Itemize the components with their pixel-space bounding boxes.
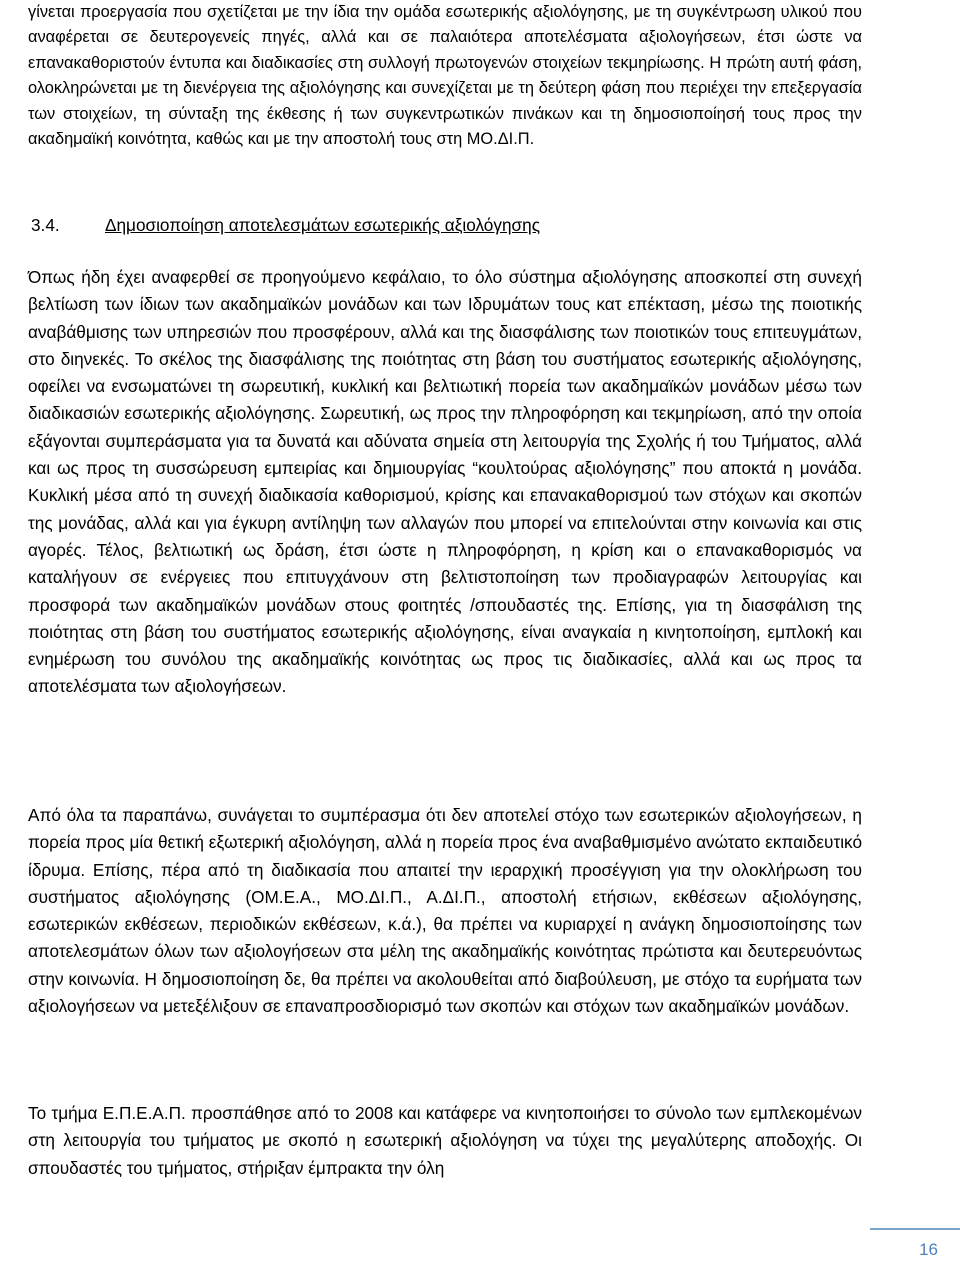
section-number: 3.4. [31, 215, 60, 235]
intro-paragraph: γίνεται προεργασία που σχετίζεται με την ίδια την ομάδα εσωτερικής αξιολόγησης, με τη συγκέντρωση υλικού που αναφέρεται σε δευτερογενείς πηγές, αλλά και σε παλαιότερα αποτελέσματα αξιολογήσεων, έτσι ώστε να επανακαθοριστούν έντυπα και διαδικασίες στη συλλογή πρωτογενών στοιχείων τεκμηρίωσης. Η πρώτη αυτή φάση, ολοκληρώνεται με τη διενέργεια της αξιολόγησης και συνεχίζεται με τη δεύτερη φάση που περιέχει την επεξεργασία των στοιχείων, τη σύνταξη της έκθεσης ή των συγκεντρωτικών πινάκων και τη δημοσιοποίησή τους προς την ακαδημαϊκή κοινότητα, καθώς και με την αποστολή τους στη ΜΟ.ΔΙ.Π. [28, 3, 862, 149]
body-paragraph-3: Το τμήμα Ε.Π.Ε.Α.Π. προσπάθησε από το 2008 και κατάφερε να κινητοποιήσει το σύνολο των εμπλεκομένων στη λειτουργία του τμήματος με σκοπό η εσωτερική αξιολόγηση να τύχει της μεγαλύτερης αποδοχής. Οι σπουδαστές του τμήματος, στήριξαν έμπρακτα την όλη [28, 1103, 862, 1178]
page-number: 16 [919, 1240, 938, 1259]
section-heading [28, 212, 862, 239]
section-title: Δημοσιοποίηση αποτελεσμάτων εσωτερικής αξιολόγησης [105, 215, 540, 235]
body-paragraph-1: Όπως ήδη έχει αναφερθεί σε προηγούμενο κεφάλαιο, το όλο σύστημα αξιολόγησης αποσκοπεί στη συνεχή βελτίωση των ίδιων των ακαδημαϊκών μονάδων και των Ιδρυμάτων τους κατ επέκταση, μέσω της ποιοτικής αναβάθμισης των υπηρεσιών που προσφέρουν, αλλά και της διασφάλισης των ποιοτικών τους επιτευγμάτων, στο διηνεκές. Το σκέλος της διασφάλισης της ποιότητας στη βάση του συστήματος εσωτερικής αξιολόγησης, οφείλει να ενσωματώνει τη σωρευτική, κυκλική και βελτιωτική πορεία των ακαδημαϊκών μονάδων μέσω των διαδικασιών εσωτερικής αξιολόγησης. Σωρευτική, ως προς την πληροφόρηση και τεκμηρίωση, από την οποία εξάγονται συμπεράσματα για τα δυνατά και αδύνατα σημεία στη λειτουργία της Σχολής ή του Τμήματος, αλλά και ως προς τη συσσώρευση εμπειρίας και δημιουργίας “κουλτούρας αξιολόγησης” που αποκτά η μονάδα. Κυκλική μέσα από τη συνεχή διαδικασία καθορισμού, κρίσης και επανακαθορισμού των στόχων και σκοπών της μονάδας, αλλά και για έγκυρη αντίληψη των αλλαγών που μπορεί να επιτελούνται στην κοινωνία και στις αγορές. Τέλος, βελτιωτική ως δράση, έτσι ώστε η πληροφόρηση, η κρίση και ο επανακαθορισμός να καταλήγουν σε ενέργειες που επιτυγχάνουν στη βελτιστοποίηση των προδιαγραφών λειτουργίας και προσφορά των ακαδημαϊκών μονάδων στους φοιτητές /σπουδαστές της. Επίσης, για τη διασφάλιση της ποιότητας στη βάση του συστήματος εσωτερικής αξιολόγησης, είναι αναγκαία η κινητοποίηση, εμπλοκή και ενημέρωση του συνόλου της ακαδημαϊκής κοινότητας ως προς τις διαδικασίες, αλλά και ως προς τα αποτελέσματα των αξιολογήσεων. [28, 267, 862, 697]
page-number-box [870, 1228, 960, 1264]
body-paragraph-2: Από όλα τα παραπάνω, συνάγεται το συμπέρασμα ότι δεν αποτελεί στόχο των εσωτερικών αξιολογήσεων, η πορεία προς μία θετική εξωτερική αξιολόγηση, αλλά η πορεία προς ένα αναβαθμισμένο ανώτατο εκπαιδευτικό ίδρυμα. Επίσης, πέρα από τη διαδικασία που απαιτεί την ιεραρχική προσέγγιση για την ολοκλήρωση του συστήματος αξιολόγησης (ΟΜ.Ε.Α., ΜΟ.ΔΙ.Π., Α.ΔΙ.Π., αποστολή ετήσιων, εκθέσεων αξιολόγησης, εσωτερικών εκθέσεων, περιοδικών εκθέσεων, κ.ά.), θα πρέπει να κυριαρχεί η ανάγκη δημοσιοποίησης των αποτελεσμάτων όλων των αξιολογήσεων στα μέλη της ακαδημαϊκής κοινότητας πρώτιστα και δευτερευόντως στην κοινωνία. Η δημοσιοποίηση δε, θα πρέπει να ακολουθείται από διαβούλευση, με στόχο τα ευρήματα των αξιολογήσεων να μετεξέλιξουν σε επαναπροσδιορισμό των σκοπών και στόχων των ακαδημαϊκών μονάδων. [28, 805, 862, 1017]
